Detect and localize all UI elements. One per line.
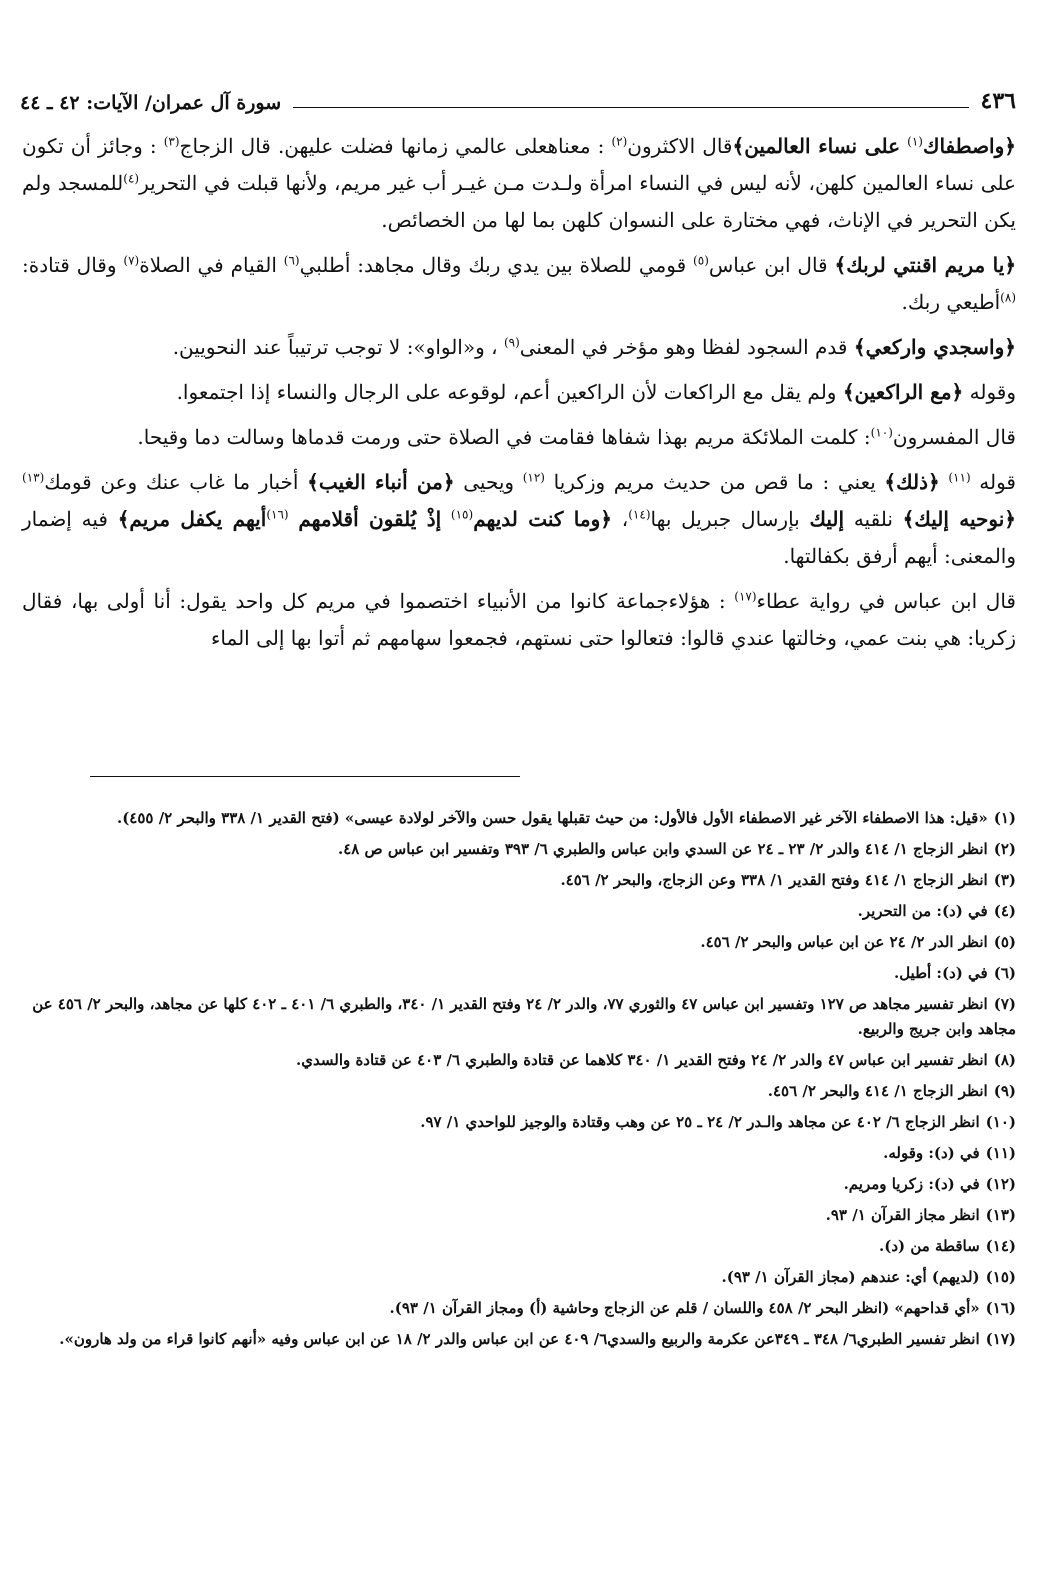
footnote <box>26 1327 1016 1352</box>
footnote-text: (لديهم) أي: عندهم (مجاز القرآن ١/ ٩٣). <box>721 1268 980 1286</box>
footnote-number: (١٥) <box>985 1268 1016 1286</box>
text-run: للمسجد ولم يكن التحرير في الإناث، فهي مختارة على النسوان كلهن بما لها من الخصائص. <box>22 171 1016 232</box>
footnote-mark: (٥) <box>693 253 709 268</box>
footnote-text: انظر الزجاج ٦/ ٤٠٢ عن مجاهد والـدر ٢/ ٢٤ ـ ٢٥ عن وهب وقتادة والوجيز للواحدي ١/ ٩٧. <box>420 1113 980 1131</box>
footnote <box>26 899 1016 924</box>
footnote-text: انظر تفسير الطبري٦/ ٣٤٨ ـ ٣٤٩عن عكرمة والربيع والسدي٦/ ٤٠٩ عن ابن عباس والدر ٢/ ١٨ عن ابن عباس وفيه «أنهم كانوا قراء من ولد هارون». <box>59 1330 980 1348</box>
quran-quote: ﴿مع الراكعين﴾ <box>842 380 964 404</box>
footnote <box>26 806 1016 831</box>
footnote-text: انظر تفسير ابن عباس ٤٧ والدر ٢/ ٢٤ وفتح القدير ١/ ٣٤٠ كلاهما عن قتادة والطبري ٦/ ٤٠٣ عن قتادة والسدي. <box>296 1051 988 1069</box>
text-run: قال ابن عباس <box>708 253 828 277</box>
paragraph-5 <box>22 419 1016 456</box>
footnote-mark: (٩) <box>503 335 520 350</box>
footnote-number: (١) <box>993 809 1016 827</box>
paragraph-4 <box>22 374 1016 411</box>
footnote-number: (١٧) <box>985 1330 1016 1348</box>
footnote-mark: (١) <box>907 134 923 149</box>
footnote <box>26 1079 1016 1104</box>
footnote-mark: (٢) <box>611 134 628 149</box>
text-run: ، و«الواو»: لا توجب ترتيباً عند النحويين. <box>172 335 498 359</box>
header-title: سورة آل عمران/ الآيات: ٤٢ ـ ٤٤ <box>20 92 282 114</box>
footnote-text: في (د): أطيل. <box>893 964 988 982</box>
footnote <box>26 930 1016 955</box>
text-run: : وجائز أن تكون على نساء العالمين كلهن، لأنه ليس في النساء امرأة ولـدت مـن غيـر أب غير مريم، ولأنها قبلت في التحرير <box>22 134 1016 195</box>
paragraph-1 <box>22 128 1016 239</box>
footnote-number: (١٦) <box>985 1299 1016 1317</box>
footnote-text: انظر مجاز القرآن ١/ ٩٣. <box>825 1206 980 1224</box>
text-run: نلقيه <box>853 507 893 531</box>
footnote-number: (١١) <box>985 1144 1016 1162</box>
footnote <box>26 1172 1016 1197</box>
footnote-text: في (د): زكريا ومريم. <box>843 1175 980 1193</box>
footnote-mark: (١٦) <box>266 507 289 522</box>
text-run: وقوله <box>969 380 1016 404</box>
footnote <box>26 992 1016 1042</box>
paragraph-3 <box>22 329 1016 366</box>
text-run: أطيعي ربك. <box>901 290 1001 314</box>
footnote-text: انظر الدر ٢/ ٢٤ عن ابن عباس والبحر ٢/ ٤٥٦. <box>700 933 988 951</box>
quran-quote: أيهم يكفل مريم﴾ <box>117 507 267 531</box>
footnote-text: ساقطة من (د). <box>879 1237 980 1255</box>
text-run: قال المفسرون <box>892 425 1016 449</box>
quran-quote: ﴿من أنباء الغيب﴾ <box>307 470 455 494</box>
text-run: أخبار ما غاب عنك وعن قومك <box>44 470 299 494</box>
footnote-number: (٩) <box>993 1082 1016 1100</box>
footnote-number: (١٤) <box>985 1237 1016 1255</box>
paragraph-2 <box>22 247 1016 321</box>
text-run: قال الاكثرون <box>627 134 733 158</box>
footnote-mark: (١٠) <box>870 425 893 440</box>
text-run: ويحيى <box>463 470 515 494</box>
footnote-text: انظر الزجاج ١/ ٤١٤ والدر ٢/ ٢٣ ـ ٢٤ عن السدي وابن عباس والطبري ٦/ ٣٩٣ وتفسير ابن عباس ص ٤٨. <box>337 840 988 858</box>
quran-quote: إذْ يُلقون أقلامهم <box>298 507 442 531</box>
footnote-text: انظر تفسير مجاهد ص ١٢٧ وتفسير ابن عباس ٤٧ والثوري ٧٧، والدر ٢/ ٢٤ وفتح القدير ١/ ٣٤٠، والطبري ٦/ ٤٠١ ـ ٤٠٢ كلها عن مجاهد، والبحر ٢/ ٤٥٦ عن مجاهد وابن جريج والربيع. <box>32 995 1016 1038</box>
quran-quote: ﴿نوحيه إليك﴾ <box>902 507 1017 531</box>
quran-quote: ﴿وما كنت لديهم <box>473 507 612 531</box>
paragraph-6 <box>22 464 1016 575</box>
quran-quote: ﴿ذلك﴾ <box>884 470 940 494</box>
page-number: ٤٣٦ <box>980 88 1016 114</box>
footnote-text: «قيل: هذا الاصطفاء الآخر غير الاصطفاء الأول فالأول: من حيث تقبلها يقول حسن والآخر لولادة عيسى» (فتح القدير ١/ ٣٣٨ والبحر ٢/ ٤٥٥). <box>116 809 988 827</box>
footnote <box>26 1203 1016 1228</box>
footnote-number: (٢) <box>993 840 1016 858</box>
main-text <box>22 128 1016 665</box>
footnote-mark: (١٢) <box>522 470 545 485</box>
footnote <box>26 1048 1016 1073</box>
footnote-mark: (٦) <box>283 253 300 268</box>
footnote-number: (١٢) <box>985 1175 1016 1193</box>
footnote <box>26 1234 1016 1259</box>
quran-quote: ﴿يا مريم اقنتي لربك﴾ <box>834 253 1017 277</box>
text-run: قدم السجود لفظا وهو مؤخر في المعنى <box>519 335 848 359</box>
footnote-separator <box>90 776 520 777</box>
footnote-mark: (٧) <box>123 253 140 268</box>
footnote <box>26 1296 1016 1321</box>
text-run: فيه إضمار والمعنى: أيهم أرفق بكفالتها. <box>22 507 1016 568</box>
footnote-text: في (د): من التحرير. <box>857 902 988 920</box>
quran-quote: إليك <box>809 507 845 531</box>
footnote-mark: (١٥) <box>450 507 474 522</box>
footnote-text: انظر الزجاج ١/ ٤١٤ والبحر ٢/ ٤٥٦. <box>767 1082 988 1100</box>
footnote-mark: (١٤) <box>628 507 651 522</box>
quran-quote: على نساء العالمين﴾ <box>732 134 901 158</box>
text-run: قومي للصلاة بين يدي ربك وقال مجاهد: أطلبي <box>299 253 687 277</box>
header-rule <box>293 107 968 108</box>
footnote-mark: (٤) <box>123 171 140 186</box>
text-run: قال ابن عباس في رواية عطاء <box>756 589 1016 613</box>
footnote-text: انظر الزجاج ١/ ٤١٤ وفتح القدير ١/ ٣٣٨ وعن الزجاج، والبحر ٢/ ٤٥٦. <box>560 871 988 889</box>
text-run: : معناهعلى عالمي زمانها فضلت عليهن. قال الزجاج <box>179 134 605 158</box>
footnote-number: (٤) <box>993 902 1016 920</box>
text-run: : كلمت الملائكة مريم بهذا شفاها فقامت في الصلاة حتى ورمت قدماها وسالت دما وقيحا. <box>137 425 871 449</box>
footnote-mark: (١٣) <box>22 470 45 485</box>
footnote-number: (١٣) <box>985 1206 1016 1224</box>
quran-quote: ﴿واصطفاك <box>922 134 1016 158</box>
footnote <box>26 868 1016 893</box>
text-run: وقال قتادة: <box>22 253 117 277</box>
running-header <box>20 84 1016 114</box>
footnote <box>26 837 1016 862</box>
footnote <box>26 1265 1016 1290</box>
text-run: القيام في الصلاة <box>139 253 277 277</box>
footnote <box>26 961 1016 986</box>
quran-quote: ﴿واسجدي واركعي﴾ <box>853 335 1016 359</box>
paragraph-7 <box>22 583 1016 657</box>
footnote-number: (١٠) <box>985 1113 1016 1131</box>
footnote-text: في (د): وقوله. <box>883 1144 980 1162</box>
footnotes <box>26 806 1016 1358</box>
footnote-mark: (١١) <box>948 470 971 485</box>
text-run: بإرسال جبريل بها <box>650 507 800 531</box>
footnote-number: (٧) <box>993 995 1016 1013</box>
text-run: قوله <box>979 470 1016 494</box>
text-run: يعني : ما قص من حديث مريم وزكريا <box>553 470 876 494</box>
footnote-mark: (٨) <box>1000 290 1016 305</box>
footnote-number: (٣) <box>993 871 1016 889</box>
footnote-text: «أي قداحهم» (انظر البحر ٢/ ٤٥٨ واللسان / قلم عن الزجاج وحاشية (أ) ومجاز القرآن ١/ ٩٣). <box>389 1299 980 1317</box>
footnote-mark: (١٧) <box>734 589 757 604</box>
footnote-mark: (٣) <box>163 134 180 149</box>
footnote-number: (٨) <box>993 1051 1016 1069</box>
footnote-number: (٦) <box>993 964 1016 982</box>
text-run: : هؤلاءجماعة كانوا من الأنبياء اختصموا في مريم كل واحد يقول: أنا أولى بها، فقال زكريا: هي بنت عمي، وخالتها عندي قالوا: فتعالوا حتى نستهم، فجمعوا سهامهم ثم أتوا بها إلى الماء <box>22 589 1016 650</box>
footnote <box>26 1141 1016 1166</box>
footnote <box>26 1110 1016 1135</box>
text-run: ولم يقل مع الراكعات لأن الراكعين أعم، لوقوعه على الرجال والنساء إذا اجتمعوا. <box>176 380 837 404</box>
footnote-number: (٥) <box>993 933 1016 951</box>
text-run: ، <box>621 507 629 531</box>
